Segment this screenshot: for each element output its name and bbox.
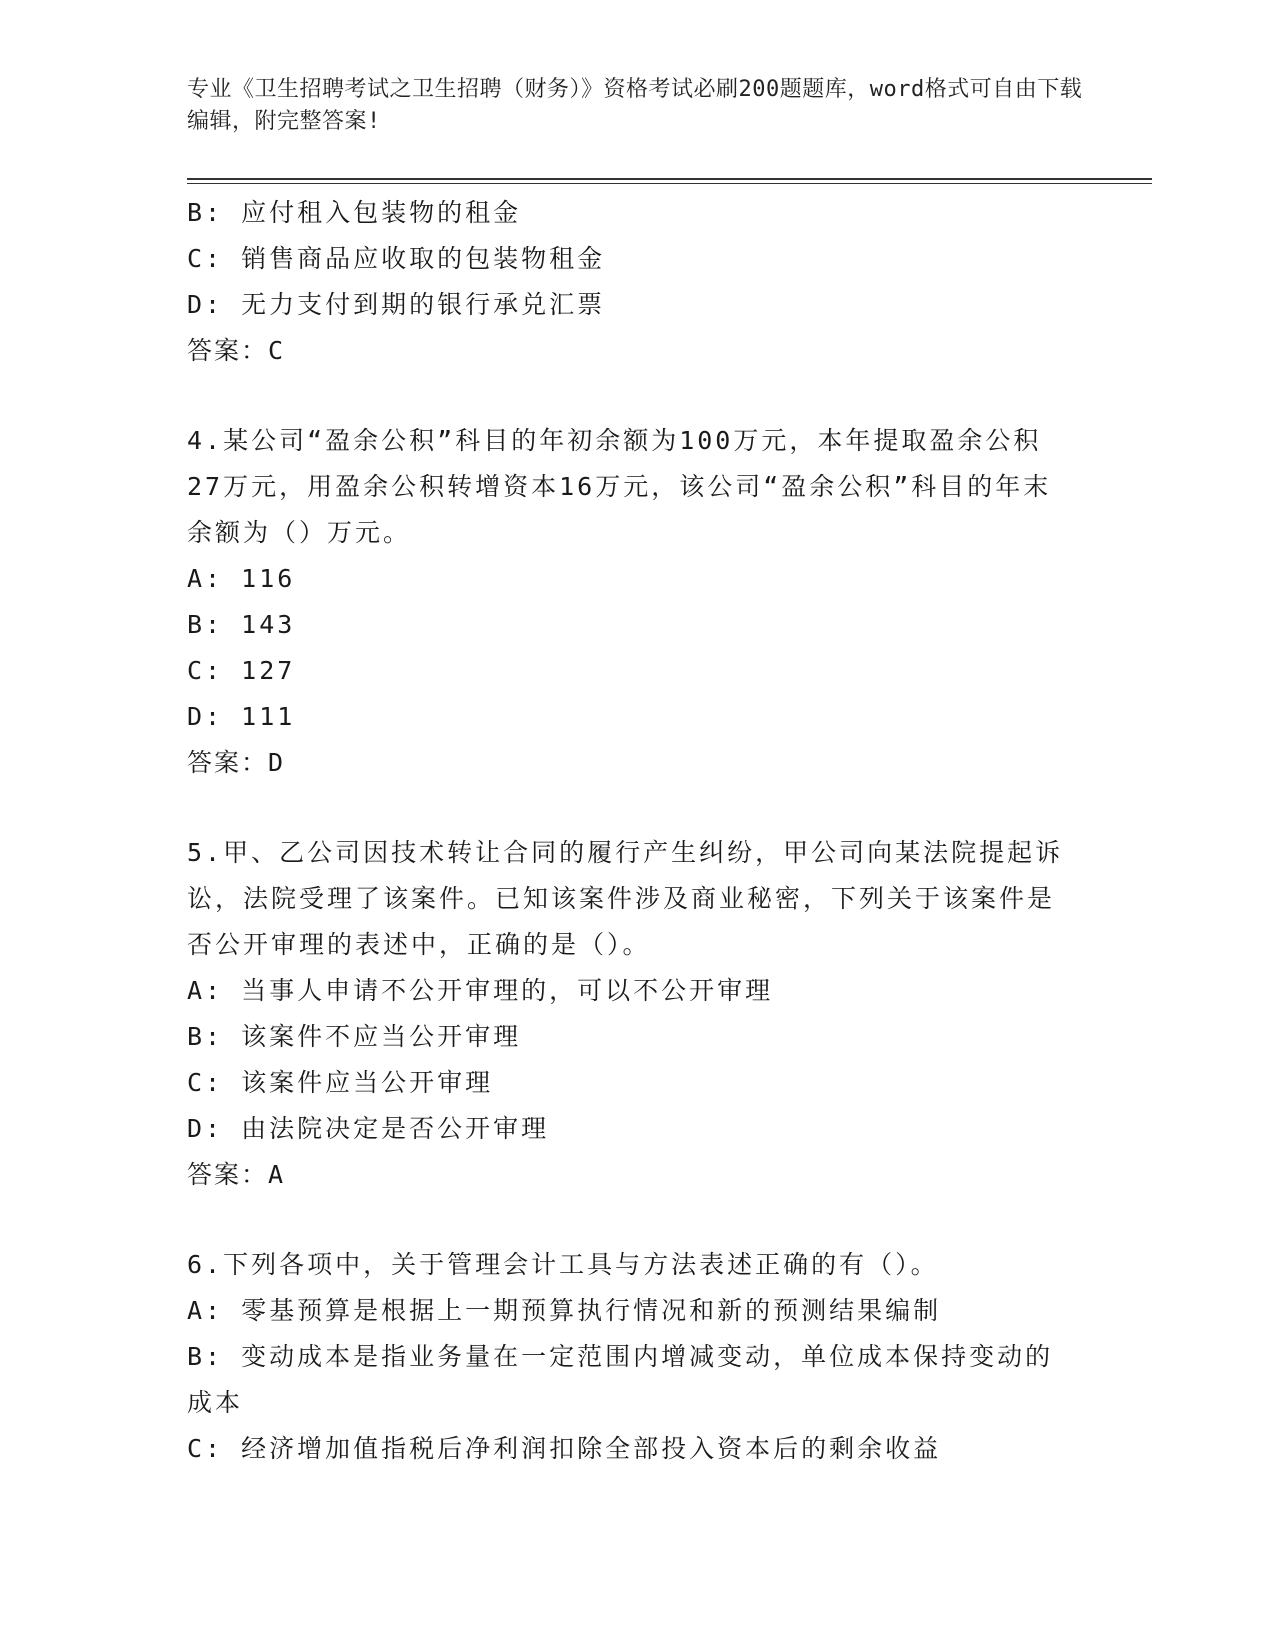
option-d: D: 由法院决定是否公开审理 xyxy=(187,1114,550,1143)
option-c: C: 该案件应当公开审理 xyxy=(187,1068,494,1097)
header-divider-thick xyxy=(187,178,1152,180)
question-4 xyxy=(187,418,1077,786)
option-c: C: 经济增加值指税后净利润扣除全部投入资本后的剩余收益 xyxy=(187,1434,942,1463)
answer: 答案：A xyxy=(187,1160,286,1189)
option-d: D: 111 xyxy=(187,702,296,731)
header-divider-thin xyxy=(187,183,1152,184)
answer: 答案：D xyxy=(187,748,286,777)
option-d: D: 无力支付到期的银行承兑汇票 xyxy=(187,290,606,319)
option-a: A: 零基预算是根据上一期预算执行情况和新的预测结果编制 xyxy=(187,1296,942,1325)
question-stem: 4.某公司“盈余公积”科目的年初余额为100万元，本年提取盈余公积27万元，用盈余公积转增资本16万元，该公司“盈余公积”科目的年末余额为（）万元。 xyxy=(187,426,1052,547)
option-b: B: 143 xyxy=(187,610,296,639)
question-stem: 5.甲、乙公司因技术转让合同的履行产生纠纷，甲公司向某法院提起诉讼，法院受理了该案件。已知该案件涉及商业秘密，下列关于该案件是否公开审理的表述中，正确的是（）。 xyxy=(187,838,1064,959)
option-b: B: 变动成本是指业务量在一定范围内增减变动，单位成本保持变动的成本 xyxy=(187,1342,1054,1417)
question-5 xyxy=(187,830,1077,1198)
option-b: B: 应付租入包装物的租金 xyxy=(187,198,522,227)
option-b: B: 该案件不应当公开审理 xyxy=(187,1022,522,1051)
question-stem: 6.下列各项中，关于管理会计工具与方法表述正确的有（）。 xyxy=(187,1250,939,1279)
question-3-tail xyxy=(187,190,1077,374)
option-a: A: 116 xyxy=(187,564,296,593)
answer: 答案：C xyxy=(187,336,286,365)
option-c: C: 127 xyxy=(187,656,296,685)
question-6 xyxy=(187,1242,1077,1472)
question-list xyxy=(187,190,1077,1472)
option-a: A: 当事人申请不公开审理的，可以不公开审理 xyxy=(187,976,774,1005)
page-header: 专业《卫生招聘考试之卫生招聘（财务）》资格考试必刷200题题库，word格式可自由下载编辑，附完整答案! xyxy=(187,77,1083,134)
option-c: C: 销售商品应收取的包装物租金 xyxy=(187,244,606,273)
